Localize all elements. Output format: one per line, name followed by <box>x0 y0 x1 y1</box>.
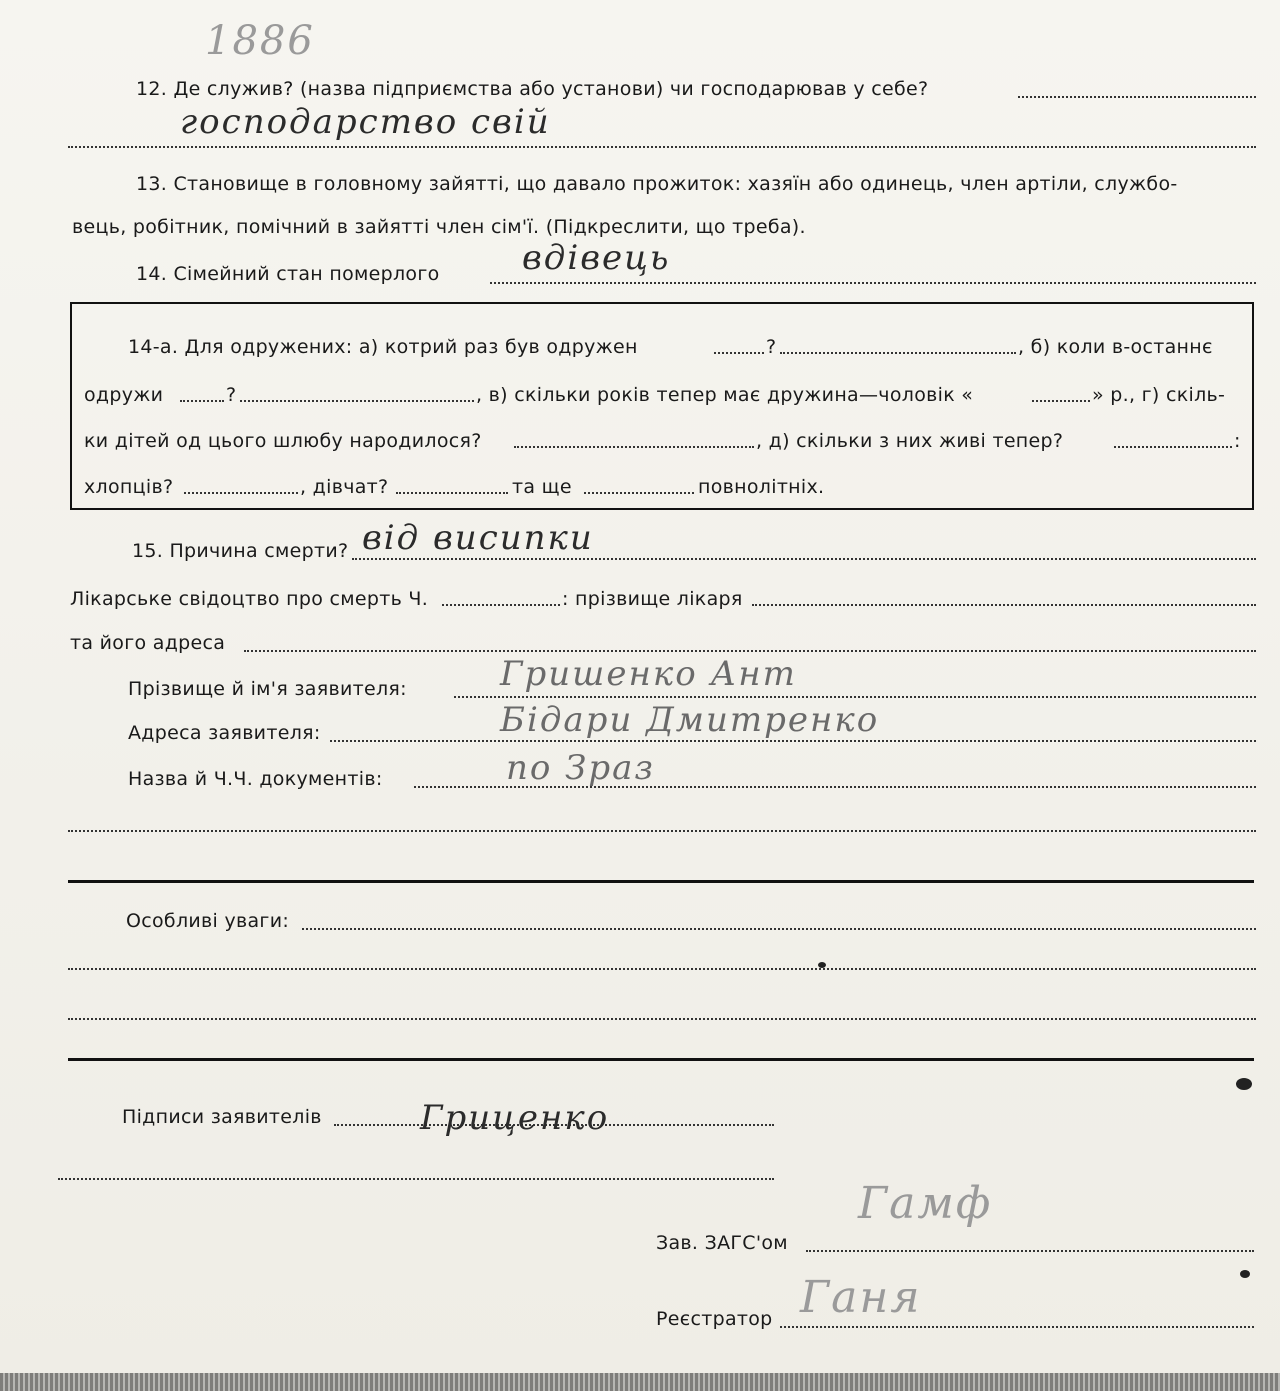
registrar-label: Реєстратор <box>656 1308 773 1330</box>
q14a-dots-1 <box>714 352 764 354</box>
doctor-addr-line <box>244 650 1256 652</box>
q14a-dots-10 <box>584 492 694 494</box>
applicant-docs-value: по Зраз <box>506 748 655 788</box>
q14a-dots-8 <box>184 492 298 494</box>
q14a-line2-a: одружи <box>84 384 164 406</box>
q14a-dots-6 <box>514 446 754 448</box>
applicant-name-line <box>454 696 1256 698</box>
ink-speck <box>818 962 826 968</box>
q14a-dots-2 <box>780 352 1016 354</box>
head-signature: Гамф <box>858 1178 993 1229</box>
ink-speck <box>1240 1270 1250 1278</box>
doctor-label-a: Лікарське свідоцтво про смерть Ч. <box>70 588 429 610</box>
applicants-signature-label: Підписи заявителів <box>122 1106 322 1128</box>
applicant-name-value: Гришенко Ант <box>500 654 797 694</box>
doctor-dots-1 <box>442 604 560 606</box>
q12-line-2 <box>68 146 1256 148</box>
doctor-dots-2 <box>752 604 1256 606</box>
applicant-addr-line <box>330 740 1256 742</box>
applicant-name-label: Прізвище й ім'я заявителя: <box>128 678 407 700</box>
applicant-addr-label: Адреса заявителя: <box>128 722 321 744</box>
corner-handwritten-number: 1886 <box>205 18 315 64</box>
applicant-addr-value: Бідари Дмитренко <box>500 700 880 740</box>
q14a-line1-a: 14-а. Для одружених: а) котрий раз був одружен <box>128 336 638 358</box>
q12-line-1 <box>1018 96 1256 98</box>
q14a-line2-b: , в) скільки років тепер має дружина—чоловік « <box>476 384 974 406</box>
q14a-line4-c: та ще <box>512 476 572 498</box>
registrar-signature: Ганя <box>800 1272 922 1323</box>
doctor-addr-label: та його адреса <box>70 632 226 654</box>
q14a-dots-9 <box>396 492 508 494</box>
notes-label: Особливі уваги: <box>126 910 290 932</box>
q14a-line2-c: » р., г) скіль- <box>1092 384 1226 406</box>
head-signature-line <box>806 1250 1254 1252</box>
section-rule-2 <box>68 1058 1254 1061</box>
q14a-line4-a: хлопців? <box>84 476 174 498</box>
q14-label: 14. Сімейний стан померлого <box>136 263 440 285</box>
notes-line-3 <box>68 1018 1256 1020</box>
q14a-line4-b: , дівчат? <box>300 476 389 498</box>
q14a-dots-7 <box>1114 446 1232 448</box>
section-rule-1 <box>68 880 1254 883</box>
applicant-docs-label: Назва й Ч.Ч. документів: <box>128 768 383 790</box>
q15-line <box>352 558 1256 560</box>
registrar-signature-line <box>780 1326 1254 1328</box>
head-label: Зав. ЗАГС'ом <box>656 1232 788 1254</box>
q12-answer: господарство свій <box>180 102 551 142</box>
doctor-label-b: : прізвище лікаря <box>562 588 743 610</box>
applicants-signature: Гриценко <box>420 1098 610 1138</box>
q14a-dots-3 <box>180 400 224 402</box>
q13-line-1: 13. Становище в головному зайятті, що давало прожиток: хазяїн або одинець, член артіли, службо- <box>136 173 1178 195</box>
q14a-dots-5 <box>1032 400 1090 402</box>
notes-line-1 <box>302 928 1256 930</box>
scan-bottom-edge <box>0 1373 1280 1391</box>
q13-line-2: вець, робітник, помічний в зайятті член сім'ї. (Підкреслити, що треба). <box>72 216 806 238</box>
q15-answer: від висипки <box>362 518 594 558</box>
applicants-signature-line-2 <box>58 1178 774 1180</box>
q14a-line3-a: ки дітей од цього шлюбу народилося? <box>84 430 482 452</box>
q14a-line1-b: , б) коли в-останнє <box>1018 336 1213 358</box>
q12-label: 12. Де служив? (назва підприємства або установи) чи господарював у себе? <box>136 78 929 100</box>
ink-speck <box>1236 1078 1252 1090</box>
applicant-extra-line <box>68 830 1256 832</box>
notes-line-2 <box>68 968 1256 970</box>
q14a-dots-4 <box>240 400 474 402</box>
q15-label: 15. Причина смерти? <box>132 540 349 562</box>
q14-line <box>490 282 1256 284</box>
q14a-line3-b: , д) скільки з них живі тепер? <box>756 430 1064 452</box>
q14a-line4-d: повнолітніх. <box>698 476 825 498</box>
document-page: 1886 12. Де служив? (назва підприємства або установи) чи господарював у себе? господарство свій 13. Становище в головному зайятті, що давало прожиток: хазяїн або одинець, член артіли, службо- вець, робітник, помічний в зайятті член сім'ї. (Підкреслити, що треба). 14. Сімейний стан померлого вдівець 14-а. Для одружених: а) котрий раз був одружен ? , б) коли в-останнє одружи ? , в) скільки років тепер має дружина—чоловік « » р., г) скіль- ки дітей од цього шлюбу народилося? , д) скільки з них живі тепер? : хлопців? , дівчат? та ще повнолітніх. 15. Причина смерти? від висипки Лікарське свідоцтво про смерть Ч. : прізвище лікаря та його адреса Прізвище й ім'я заявителя: Гришенко Ант Адреса заявителя: Бідари Дмитренко Назва й Ч.Ч. документів: по Зраз Особливі уваги: Підписи заявителів Гриценко Зав. ЗАГС'ом Гамф Реєстратор Ганя <box>0 0 1280 1391</box>
q14-answer: вдівець <box>522 238 671 278</box>
q14a-box <box>70 302 1254 510</box>
